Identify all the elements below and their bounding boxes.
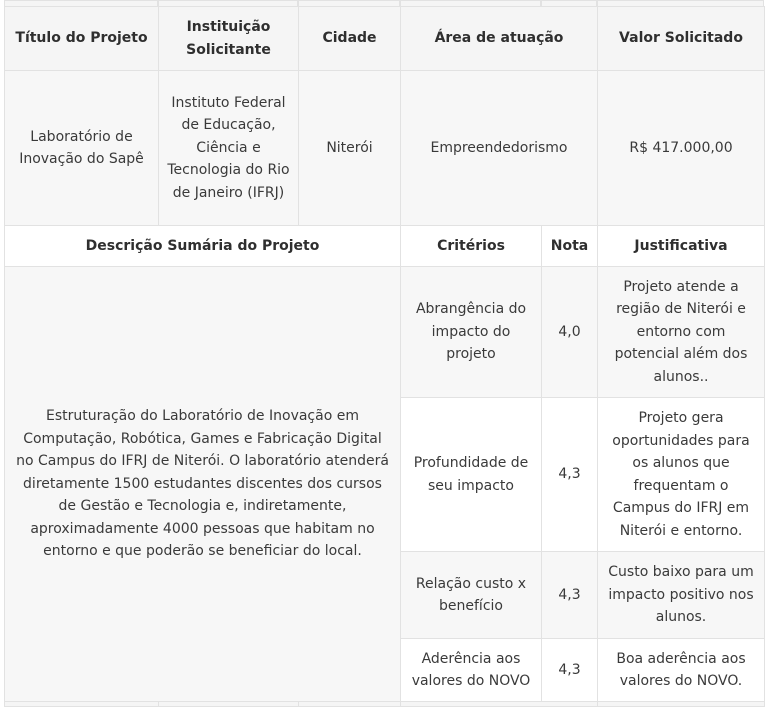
project-institution-cell xyxy=(158,70,299,226)
table-fragment-bottom xyxy=(400,701,598,707)
justification-text: Projeto gera oportunidades para os alunos que frequentam o Campus do IFRJ em Niterói e entorno. xyxy=(612,410,750,539)
score-text: 4,3 xyxy=(558,586,581,603)
score-cell xyxy=(541,397,598,552)
justification-text: Custo baixo para um impacto positivo nos alunos. xyxy=(608,564,754,626)
justification-cell xyxy=(597,397,765,552)
table-fragment-bottom xyxy=(298,701,401,707)
project-institution: Instituto Federal de Educação, Ciência e Tecnologia do Rio de Janeiro (IFRJ) xyxy=(167,94,290,201)
project-title: Laboratório de Inovação do Sapê xyxy=(19,128,144,167)
header-justification-text: Justificativa xyxy=(634,237,728,254)
header-score xyxy=(541,225,598,267)
criterion-cell xyxy=(400,551,542,639)
header-value-text: Valor Solicitado xyxy=(619,30,743,47)
project-area-cell xyxy=(400,70,598,226)
criterion-text: Abrangência do impacto do projeto xyxy=(415,301,527,363)
project-description: Estruturação do Laboratório de Inovação em Computação, Robótica, Games e Fabricação Digital no Campus do IFRJ de Niterói. O laboratório atenderá diretamente 1500 estudantes discentes dos cursos de Gestão e Tecnologia e, indiretamente, aproximadamente 4000 pessoas que habitam no entorno e que poderão se beneficiar do local. xyxy=(16,408,389,560)
score-cell xyxy=(541,551,598,639)
header-title xyxy=(4,6,159,71)
criterion-cell xyxy=(400,397,542,552)
score-text: 4,3 xyxy=(558,661,581,678)
header-institution-text: Instituição Solicitante xyxy=(186,19,271,58)
criterion-text: Profundidade de seu impacto xyxy=(413,455,529,494)
table-fragment-bottom xyxy=(158,701,299,707)
table-fragment-bottom xyxy=(4,701,159,707)
header-criteria-text: Critérios xyxy=(437,237,505,254)
criterion-text: Relação custo x benefício xyxy=(415,575,527,614)
score-text: 4,0 xyxy=(558,323,581,340)
criterion-cell xyxy=(400,266,542,398)
header-area xyxy=(400,6,598,71)
justification-cell xyxy=(597,638,765,702)
header-description xyxy=(4,225,401,267)
header-title-text: Título do Projeto xyxy=(15,30,148,47)
header-value xyxy=(597,6,765,71)
project-value-cell xyxy=(597,70,765,226)
project-city: Niterói xyxy=(326,139,373,156)
project-city-cell xyxy=(298,70,401,226)
criterion-cell xyxy=(400,638,542,702)
header-city-text: Cidade xyxy=(322,30,377,47)
header-area-text: Área de atuação xyxy=(434,30,564,47)
table-fragment-bottom xyxy=(597,701,765,707)
project-area: Empreendedorismo xyxy=(430,139,568,156)
justification-cell xyxy=(597,551,765,639)
score-cell xyxy=(541,638,598,702)
header-justification xyxy=(597,225,765,267)
score-cell xyxy=(541,266,598,398)
project-description-cell xyxy=(4,266,401,702)
score-text: 4,3 xyxy=(558,466,581,483)
justification-text: Boa aderência aos valores do NOVO. xyxy=(616,650,746,689)
header-description-text: Descrição Sumária do Projeto xyxy=(85,237,320,254)
justification-text: Projeto atende a região de Niterói e entorno com potencial além dos alunos.. xyxy=(614,278,748,385)
header-criteria xyxy=(400,225,542,267)
header-institution xyxy=(158,6,299,71)
header-score-text: Nota xyxy=(550,237,589,254)
header-city xyxy=(298,6,401,71)
project-value: R$ 417.000,00 xyxy=(629,139,733,156)
project-title-cell xyxy=(4,70,159,226)
justification-cell xyxy=(597,266,765,398)
criterion-text: Aderência aos valores do NOVO xyxy=(411,650,531,689)
